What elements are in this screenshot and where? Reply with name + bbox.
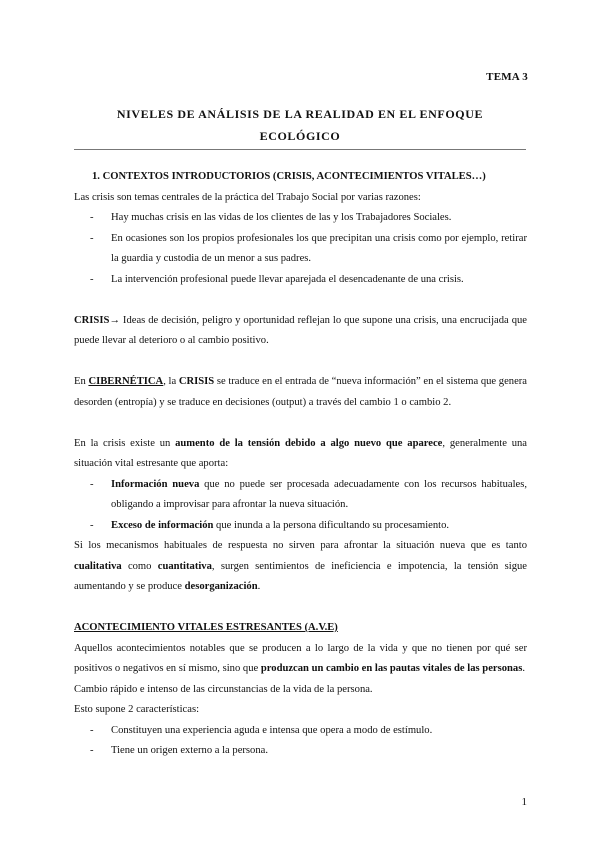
ave-definition: Aquellos acontecimientos notables que se producen a lo largo de la vida y que no tienen por qué ser positivos o negativos en sí mismo, sino que produzcan un cambio en las pautas vitales de las personas. xyxy=(74,642,527,674)
page-number: 1 xyxy=(521,796,527,808)
page-title xyxy=(74,103,526,147)
arrow-icon: → xyxy=(109,314,120,326)
ave-characteristics-list xyxy=(74,721,527,762)
title-line-2: ECOLÓGICO xyxy=(259,129,341,143)
list-item: - Información nueva que no puede ser procesada adecuadamente con los recursos habituales, obligando a improvisar para afrontar la nueva situación. xyxy=(74,475,527,516)
section-heading-ave: ACONTECIMIENTO VITALES ESTRESANTES (A.V.E) xyxy=(74,622,338,633)
crisis-reasons-list xyxy=(74,208,527,290)
crisis-term-2: CRISIS xyxy=(178,376,215,387)
section-heading-contextos: 1. CONTEXTOS INTRODUCTORIOS (CRISIS, ACONTECIMIENTOS VITALES…) xyxy=(92,171,486,182)
list-item: - Hay muchas crisis en las vidas de los clientes de las y los Trabajadores Sociales. xyxy=(74,208,527,229)
crisis-term: CRISIS xyxy=(74,314,110,326)
ave-change-line: Cambio rápido e intenso de las circunstancias de la vida de la persona. xyxy=(74,683,373,695)
ave-characteristics-intro: Esto supone 2 características: xyxy=(74,704,200,715)
crisis-definition: CRISIS→ Ideas de decisión, peligro y oportunidad reflejan lo que supone una crisis, una encrucijada que puede llevar al deterioro o al cambio positivo. xyxy=(74,314,527,346)
list-item: - Exceso de información que inunda a la persona dificultando su procesamiento. xyxy=(74,516,527,537)
desorganizacion-paragraph: Si los mecanismos habituales de respuesta no sirven para afrontar la situación nueva que es tanto cualitativa como cuantitativa, surgen sentimientos de ineficiencia e impotencia, la tensión sigue aumentando y se produce desorganización. xyxy=(74,540,527,592)
section-intro: Las crisis son temas centrales de la práctica del Trabajo Social por varias razones: xyxy=(74,191,421,203)
title-divider xyxy=(74,149,526,150)
tension-list xyxy=(74,475,527,537)
topic-label: TEMA 3 xyxy=(486,71,528,83)
cibernetica-term: CIBERNÉTICA xyxy=(88,376,164,387)
list-item: - En ocasiones son los propios profesionales los que precipitan una crisis como por ejemplo, retirar la guardia y custodia de un menor a sus padres. xyxy=(74,229,527,270)
list-item: - La intervención profesional puede llevar aparejada el desencadenante de una crisis. xyxy=(74,270,527,291)
title-line-1: NIVELES DE ANÁLISIS DE LA REALIDAD EN EL ENFOQUE xyxy=(116,107,484,121)
tension-paragraph: En la crisis existe un aumento de la tensión debido a algo nuevo que aparece, generalmente una situación vital estresante que aporta: xyxy=(74,437,527,469)
document-body xyxy=(74,167,527,762)
cibernetica-paragraph: En CIBERNÉTICA, la CRISIS se traduce en el entrada de “nueva información” en el sistema que genera desorden (entropía) y se traduce en decisiones (output) a través del cambio 1 o cambio 2. xyxy=(74,376,528,408)
list-item: - Constituyen una experiencia aguda e intensa que opera a modo de estímulo. xyxy=(74,721,527,742)
list-item: - Tiene un origen externo a la persona. xyxy=(74,741,527,762)
